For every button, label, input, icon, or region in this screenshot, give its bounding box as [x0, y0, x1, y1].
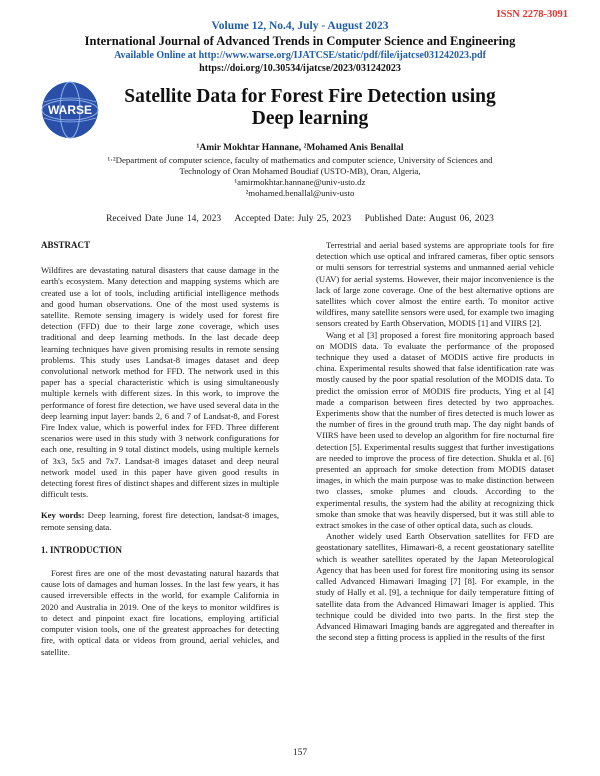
title-line-2: Deep learning	[251, 108, 369, 129]
dates-line	[0, 214, 600, 224]
keywords	[41, 510, 279, 532]
left-column	[41, 240, 279, 658]
right-column	[316, 240, 554, 643]
authors: ¹Amir Mokhtar Hannane, ²Mohamed Anis Benallal	[196, 143, 404, 153]
keywords-text: Deep learning, forest fire detection, landsat-8 images, remote sensing data.	[41, 510, 279, 532]
warse-logo-icon	[40, 80, 100, 140]
journal-title: International Journal of Advanced Trends in Computer Science and Engineering	[84, 34, 516, 48]
right-paragraph-3: Another widely used Earth Observation satellites for FFD are geostationary satellites, Himawari-8, a recent geostationary satellite which is weather satellites operated by the Japan Meteorological Agency that has been used for forest fire monitoring using its sensor called Advanced Himawari Imaging [7] [8]. For example, in the study of Hally et al. [9], a technique for daily temperature fitting of satellite data from the Advanced Himawari Imager is applied. This technique could be divided into two parts. In the first step the Advanced Himawari Imaging bands are aggregated and thereafter in the second step a fitting process is applied in the results of the first	[316, 531, 554, 643]
page-number: 157	[292, 748, 308, 758]
abstract-heading: ABSTRACT	[41, 240, 91, 250]
intro-text: Forest fires are one of the most devastating natural hazards that cause lots of damages and human losses. In the last few years, it has caused irreversible effects in the world, for example California in 2020 and Australia in 2019. One of the keys to monitor wildfires is to detect and pinpoint exact fire locations, employing artificial computer vision tools, one of the greatest approaches for detecting fire, with optical data or videos from ground, aerial vehicles, and satellite.	[41, 568, 279, 657]
logo-text: WARSE	[47, 103, 93, 117]
email-1[interactable]: ¹amirmokhtar.hannane@univ-usto.dz	[234, 177, 366, 187]
right-paragraph-1: Terrestrial and aerial based systems are appropriate tools for fire detection which use optical and infrared cameras, fiber optic sensors or multi sensors for terrestrial systems and unmanned aerial vehicle (UAV) for aerial systems. However, their major inconvenience is the lack of large zone coverage. One of the best alternative options are satellites which cover almost the entire earth. To monitor active wildfires, many satellite sensors were used, for example two imaging sensors created by Earth Observation, MODIS [1] and VIIRS [2].	[316, 240, 554, 329]
volume-line: Volume 12, No.4, July - August 2023	[211, 20, 389, 32]
received-date: Received Date June 14, 2023	[106, 214, 222, 224]
right-paragraph-2: Wang et al [3] proposed a forest fire monitoring approach based on MODIS data. To evaluate the performance of the proposed technique they used a dataset of MODIS active fire products in china. Experimental results showed that false identification rate was mostly caused by the poor spatial resolution of the MODIS data. To predict the omission error of MODIS fire products, Ying et al [4] made a comparison between fires detected by two approaches. Experiments show that the number of fires detected is much lower as the number of fires in the ground truth map. The day night bands of VIIRS have been used to develop an algorithm for fire nocturnal fire detection [5]. Experimental results suggest that further investigations are needed to improve the process of fire detection. Shukla et al. [6] presented an approach for smoke detection from MODIS dataset images, in which the main purpose was to make distinction between two classes, smoke plumes and clouds. According to the experimental results, the system had the ability at recognizing thick smoke than smoke that was heavily dispersed, but it was still able to extract smokes in the case of other optical data, such as clouds.	[316, 329, 554, 531]
issn-label: ISSN 2278-3091	[496, 9, 568, 20]
available-online-link[interactable]: Available Online at http://www.warse.org/IJATCSE/static/pdf/file/ijatcse031242023.pdf	[114, 50, 486, 61]
affiliation-line-1: ¹·²Department of computer science, faculty of mathematics and computer science, University of Sciences and	[107, 155, 493, 165]
doi-link[interactable]: https://doi.org/10.30534/ijatcse/2023/031242023	[199, 63, 401, 74]
published-date: Published Date: August 06, 2023	[364, 214, 494, 224]
abstract-text: Wildfires are devastating natural disasters that cause damage in the earth's ecosystem. Many detection and mapping systems which are created use a lot of tools, including artificial intelligence methods and good human observations. One of the most used systems is satellite. Remote sensing imagery is widely used for forest fire detection (FFD) due to their large zone coverage, which uses traditional and deep learning methods. In the last decade deep learning techniques have given promising results in remote sensing problems. This study uses Landsat-8 images dataset and deep convolutional network method for FFD. The network used in this paper has a special characteristic which is using simultaneously multiple kernels with different sizes. In this work, to improve the performance of forest fire detection, we have used several data in the deep learning input layer: bands 2, 6 and 7 of Landsat-8, and Forest Fire Index value, which is powerful index for FFD. Three different scenarios were used in this study with 3 network configurations for each one, resulting in 9 total distinct models, using multiple kernels of 3x3, 5x5 and 7x7. Landsat-8 images dataset and deep neural network model used in this paper have given good results in detecting forest fires of distinct shapes and different sizes in multiple difficult tests.	[41, 265, 279, 500]
keywords-label: Key words:	[41, 510, 85, 521]
affiliation	[60, 155, 540, 199]
accepted-date: Accepted Date: July 25, 2023	[234, 214, 352, 224]
affiliation-line-2: Technology of Oran Mohamed Boudiaf (USTO-MB), Oran, Algeria,	[179, 166, 421, 176]
intro-heading: 1. INTRODUCTION	[41, 544, 123, 555]
email-2[interactable]: ²mohamed.benallal@univ-usto	[245, 188, 355, 198]
paper-title	[100, 86, 520, 130]
title-line-1: Satellite Data for Forest Fire Detection using	[124, 86, 496, 107]
